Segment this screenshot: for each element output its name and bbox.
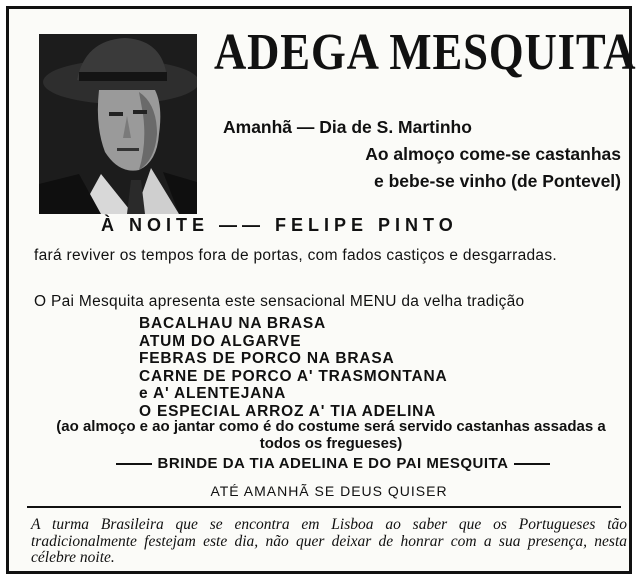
tagline [219, 114, 621, 195]
chestnut-note: (ao almoço e ao jantar como é do costume será servido castanhas assadas a todos os fregueses) [56, 418, 606, 452]
tagline-line: Ao almoço come-se castanhas [365, 144, 621, 164]
evening-announcement: À NOITE —— FELIPE PINTO [101, 215, 458, 235]
menu-item: FEBRAS DE PORCO NA BRASA [139, 350, 395, 367]
portrait-photo [39, 34, 197, 214]
toast-text: BRINDE DA TIA ADELINA E DO PAI MESQUITA [157, 455, 509, 472]
menu-intro-paragraph: O Pai Mesquita apresenta este sensacional MENU da velha tradição [34, 293, 525, 310]
horizontal-rule [27, 506, 621, 508]
tagline-line: e bebe-se vinho (de Pontevel) [374, 171, 621, 191]
menu-item: CARNE DE PORCO A' TRASMONTANA [139, 367, 448, 385]
advertisement [6, 6, 637, 574]
menu-list [139, 315, 447, 420]
tagline-line: Amanhã — Dia de S. Martinho [223, 117, 472, 137]
dash-divider [116, 463, 152, 465]
menu-item: O ESPECIAL ARROZ A' TIA ADELINA [139, 402, 437, 420]
menu-item: ATUM DO ALGARVE [139, 332, 302, 350]
farewell-line: ATÉ AMANHÃ SE DEUS QUISER [210, 483, 448, 499]
fado-paragraph: fará reviver os tempos fora de portas, com fados castiços e desgarradas. [34, 247, 558, 264]
dash-divider [514, 463, 550, 465]
menu-item: e A' ALENTEJANA [139, 385, 287, 402]
ad-title: ADEGA MESQUITA [214, 24, 637, 81]
portrait-icon [39, 34, 197, 214]
closing-paragraph: A turma Brasileira que se encontra em Lisboa ao saber que os Portugueses tão tradicionalmente festejam este dia, não quer deixar de honrar com a sua presença, nesta célebre noite. [31, 516, 627, 566]
menu-item: BACALHAU NA BRASA [139, 315, 326, 332]
toast-line [59, 455, 607, 472]
